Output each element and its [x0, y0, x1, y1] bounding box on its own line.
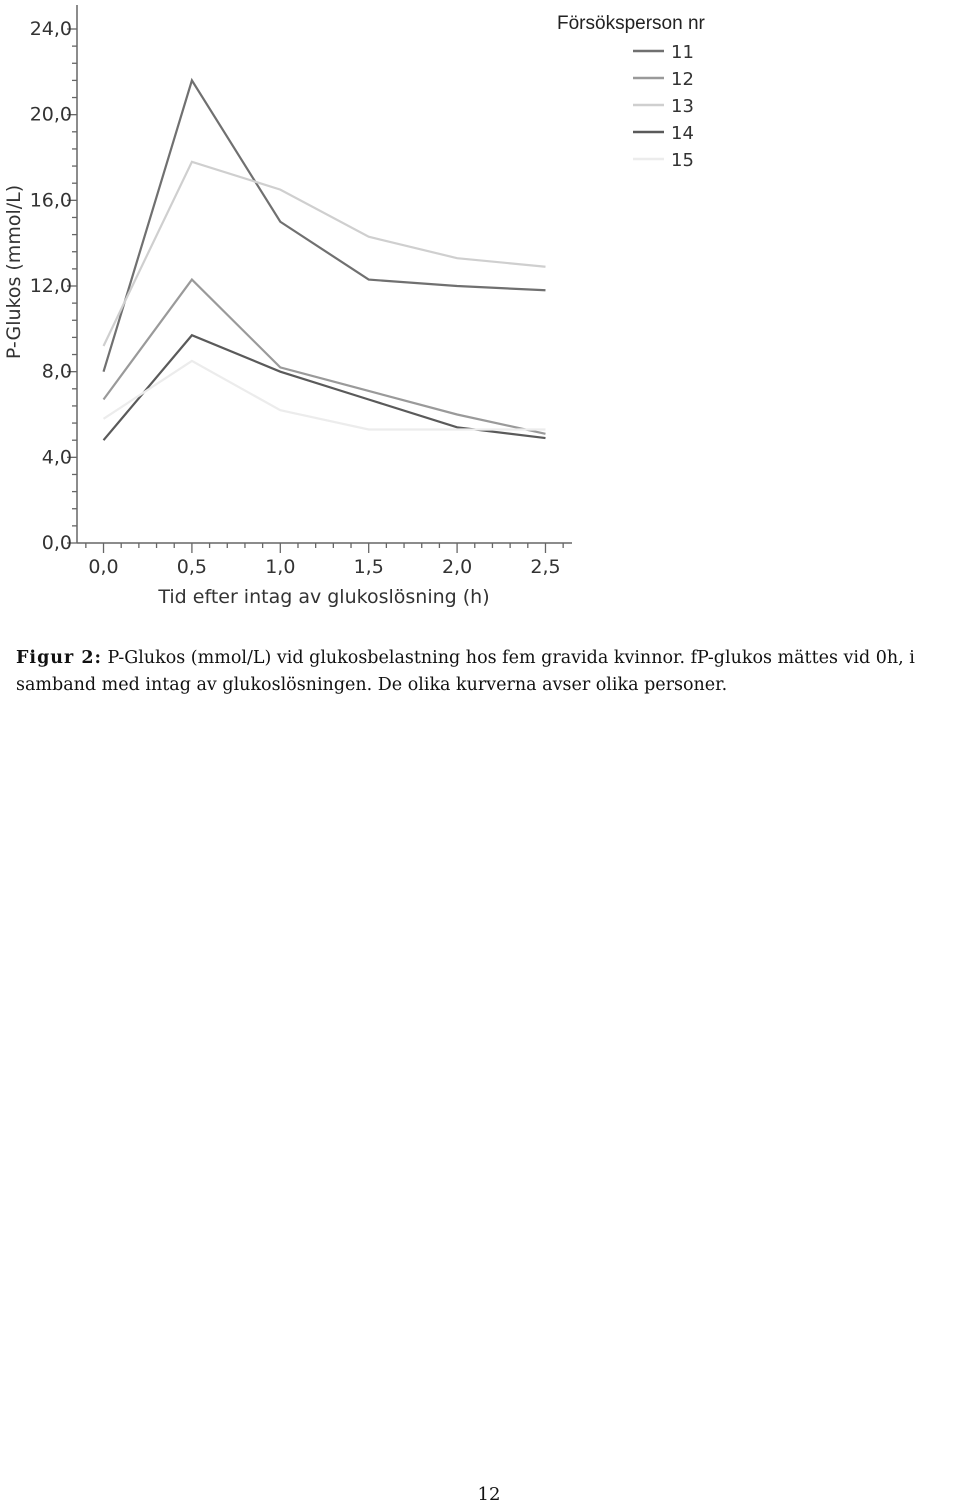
page-number: 12: [477, 1484, 501, 1505]
legend-label-12: 12: [671, 69, 694, 90]
x-tick-label: 2,5: [530, 556, 561, 578]
y-tick-label: 24,0: [29, 18, 72, 40]
legend-label-15: 15: [671, 150, 694, 171]
axes: [30, 5, 572, 578]
legend-label-13: 13: [671, 96, 694, 117]
y-tick-label: 8,0: [41, 360, 72, 383]
series-line-12: [104, 280, 546, 434]
glucose-line-chart: [0, 0, 960, 630]
caption-text: P-Glukos (mmol/L) vid glukosbelastning hos fem gravida kvinnor. fP-glukos mättes vid 0h, i samband med intag av glukoslösningen. De olika kurverna avser olika personer.: [16, 648, 915, 695]
y-tick-label: 0,0: [41, 532, 72, 554]
series-line-13: [104, 162, 546, 346]
x-tick-label: 2,0: [441, 556, 473, 578]
series-line-14: [104, 335, 546, 440]
y-axis-title: P-Glukos (mmol/L): [3, 184, 25, 360]
y-tick-label: 20,0: [29, 103, 72, 126]
legend-title: Försöksperson nr: [557, 13, 705, 34]
x-axis-title: Tid efter intag av glukoslösning (h): [158, 586, 490, 608]
x-tick-label: 1,5: [353, 556, 384, 578]
x-tick-label: 0,5: [176, 556, 208, 578]
x-tick-label: 1,0: [265, 556, 296, 578]
series-layer: [104, 80, 546, 440]
legend-label-11: 11: [671, 42, 694, 63]
y-tick-label: 12,0: [29, 275, 72, 297]
legend: [633, 42, 694, 171]
legend-label-14: 14: [671, 123, 694, 144]
y-tick-label: 16,0: [29, 189, 72, 212]
series-line-11: [104, 80, 546, 371]
figure-caption: [16, 645, 956, 699]
caption-lead: Figur 2:: [16, 648, 102, 668]
y-tick-label: 4,0: [41, 446, 72, 469]
x-tick-label: 0,0: [88, 556, 119, 578]
